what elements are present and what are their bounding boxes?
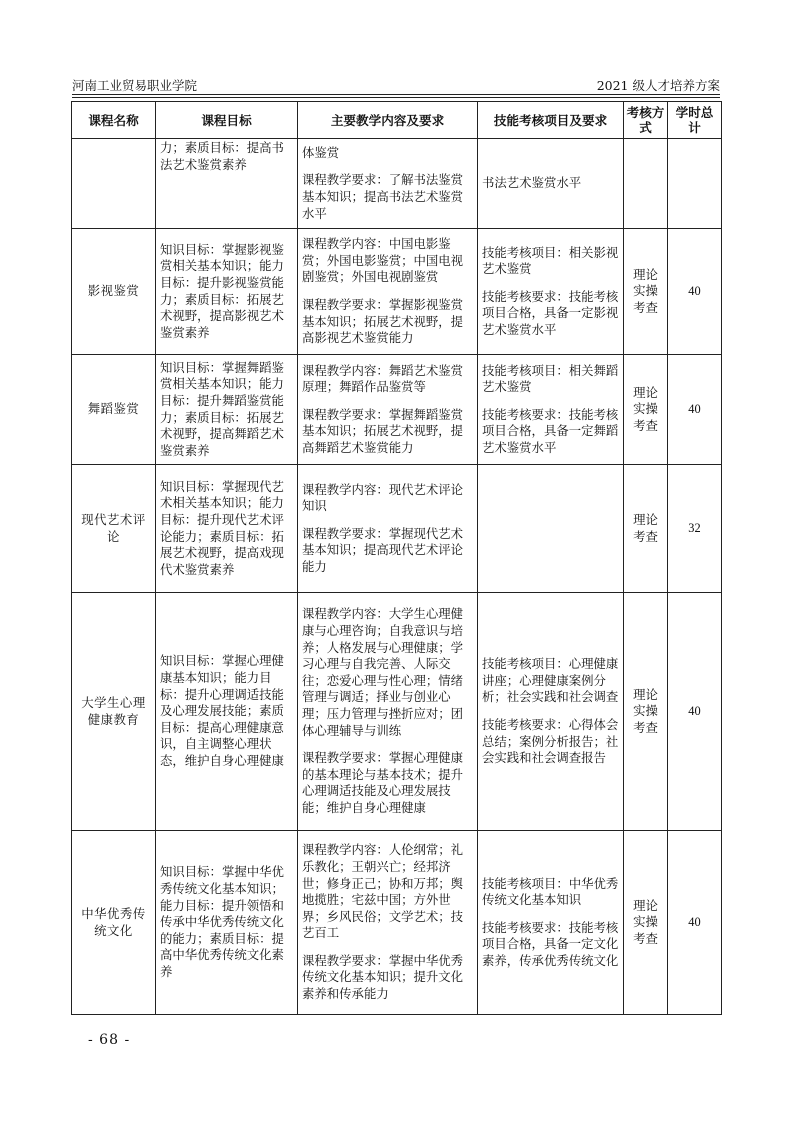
skill-paragraph: 技能考核项目：相关舞蹈艺术鉴赏 — [482, 362, 619, 395]
total-hours: 32 — [668, 465, 722, 593]
skill-paragraph: 技能考核项目：中华优秀传统文化基本知识 — [482, 875, 619, 908]
exam-method — [624, 229, 668, 355]
page-header — [72, 74, 720, 95]
exam-line: 考查 — [633, 528, 658, 544]
course-content — [298, 355, 478, 465]
exam-method — [624, 139, 668, 229]
column-header-hours: 学时总计 — [668, 102, 722, 139]
course-content — [298, 593, 478, 831]
content-paragraph: 课程教学内容：中国电影鉴赏；外国电影鉴赏；中国电视剧鉴赏；外国电视剧鉴赏 — [302, 236, 464, 285]
exam-line: 实操 — [633, 283, 658, 299]
course-goal: 知识目标：掌握中华优秀传统文化基本知识；能力目标：提升领悟和传承中华优秀传统文化的能力；素质目标：提高中华优秀传统文化素养 — [156, 831, 298, 1015]
content-paragraph: 课程教学要求：掌握影视鉴赏基本知识；拓展艺术视野，提高影视艺术鉴赏能力 — [302, 297, 464, 346]
exam-line: 考查 — [633, 299, 658, 315]
exam-line: 考查 — [633, 930, 658, 946]
table-row — [72, 139, 722, 229]
course-skill — [478, 593, 624, 831]
exam-line: 考查 — [633, 719, 658, 735]
course-skill — [478, 465, 624, 593]
column-header-exam: 考核方式 — [624, 102, 668, 139]
course-name: 影视鉴赏 — [72, 229, 156, 355]
document-title: 2021 级人才培养方案 — [596, 78, 720, 93]
content-paragraph: 课程教学内容：人伦纲常；礼乐教化；王朝兴亡；经邦济世；修身正己；协和万邦；舆地揽胜；宅兹中国；方外世界；乡风民俗；文学艺术；技艺百工 — [302, 842, 464, 941]
course-name: 舞蹈鉴赏 — [72, 355, 156, 465]
exam-line: 理论 — [633, 511, 658, 527]
content-paragraph: 课程教学要求：了解书法鉴赏基本知识；提高书法艺术鉴赏水平 — [302, 172, 464, 221]
table-row — [72, 465, 722, 593]
course-skill — [478, 229, 624, 355]
course-name: 中华优秀传统文化 — [72, 831, 156, 1015]
table-header-row — [72, 102, 722, 139]
content-paragraph: 体鉴赏 — [302, 144, 340, 160]
total-hours — [668, 139, 722, 229]
course-content — [298, 831, 478, 1015]
content-paragraph: 课程教学内容：大学生心理健康与心理咨询；自我意识与培养；人格发展与心理健康；学习心理与自我完善、人际交往；恋爱心理与性心理；情绪管理与调适；择业与创业心理；压力管理与挫折应对；团体心理辅导与训练 — [302, 606, 464, 738]
course-content — [298, 229, 478, 355]
skill-paragraph: 技能考核要求：技能考核项目合格，具备一定舞蹈艺术鉴赏水平 — [482, 406, 619, 455]
course-goal: 知识目标：掌握舞蹈鉴赏相关基本知识；能力目标：提升舞蹈鉴赏能力；素质目标：拓展艺术视野，提高舞蹈艺术鉴赏素养 — [156, 355, 298, 465]
school-name: 河南工业贸易职业学院 — [72, 78, 198, 93]
page-number: - 68 - — [88, 1032, 131, 1048]
course-skill — [478, 831, 624, 1015]
course-goal: 知识目标：掌握影视鉴赏相关基本知识；能力目标：提升影视鉴赏能力；素质目标：拓展艺术视野，提高影视艺术鉴赏素养 — [156, 229, 298, 355]
exam-method — [624, 465, 668, 593]
exam-line: 考查 — [633, 417, 658, 433]
course-skill — [478, 139, 624, 229]
course-goal: 知识目标：掌握心理健康基本知识；能力目标：提升心理调适技能及心理发展技能；素质目标：提高心理健康意识，自主调整心理状态，维护自身心理健康 — [156, 593, 298, 831]
skill-paragraph: 技能考核项目：相关影视艺术鉴赏 — [482, 244, 619, 277]
table-row — [72, 355, 722, 465]
table-row — [72, 229, 722, 355]
total-hours: 40 — [668, 593, 722, 831]
exam-line: 理论 — [633, 686, 658, 702]
skill-paragraph: 技能考核要求：技能考核项目合格，具备一定文化素养，传承优秀传统文化 — [482, 919, 619, 968]
total-hours: 40 — [668, 831, 722, 1015]
table-row — [72, 593, 722, 831]
content-paragraph: 课程教学要求：掌握中华优秀传统文化基本知识；提升文化素养和传承能力 — [302, 952, 464, 1002]
course-goal: 知识目标：掌握现代艺术相关基本知识；能力目标：提升现代艺术评论能力；素质目标：拓展艺术视野，提高戏现代术鉴赏素养 — [156, 465, 298, 593]
exam-method — [624, 355, 668, 465]
skill-paragraph: 书法艺术鉴赏水平 — [482, 175, 582, 191]
skill-paragraph: 技能考核项目：心理健康讲座；心理健康案例分析；社会实践和社会调查 — [482, 656, 619, 705]
table-row — [72, 831, 722, 1015]
header-divider — [72, 97, 720, 98]
column-header-skill: 技能考核项目及要求 — [478, 102, 624, 139]
column-header-course-goal: 课程目标 — [156, 102, 298, 139]
exam-line: 理论 — [633, 266, 658, 282]
content-paragraph: 课程教学内容：舞蹈艺术鉴赏原理；舞蹈作品鉴赏等 — [302, 362, 464, 395]
skill-paragraph: 技能考核要求：技能考核项目合格，具备一定影视艺术鉴赏水平 — [482, 288, 619, 337]
exam-line: 理论 — [633, 384, 658, 400]
course-name — [72, 139, 156, 229]
column-header-course-name: 课程名称 — [72, 102, 156, 139]
exam-line: 实操 — [633, 401, 658, 417]
content-paragraph: 课程教学要求：掌握现代艺术基本知识；提高现代艺术评论能力 — [302, 525, 464, 574]
column-header-content: 主要教学内容及要求 — [298, 102, 478, 139]
exam-method — [624, 593, 668, 831]
course-content — [298, 139, 478, 229]
content-paragraph: 课程教学要求：掌握心理健康的基本理论与基本技术；提升心理调适技能及心理发展技能；维护自身心理健康 — [302, 750, 464, 815]
course-table — [71, 101, 722, 1015]
exam-line: 实操 — [633, 914, 658, 930]
content-paragraph: 课程教学内容：现代艺术评论知识 — [302, 481, 464, 514]
exam-line: 理论 — [633, 897, 658, 913]
course-skill — [478, 355, 624, 465]
course-name: 现代艺术评论 — [72, 465, 156, 593]
total-hours: 40 — [668, 355, 722, 465]
course-content — [298, 465, 478, 593]
course-name: 大学生心理健康教育 — [72, 593, 156, 831]
course-goal: 力；素质目标：提高书法艺术鉴赏素养 — [156, 139, 298, 229]
total-hours: 40 — [668, 229, 722, 355]
skill-paragraph: 技能考核要求：心得体会总结；案例分析报告；社会实践和社会调查报告 — [482, 717, 619, 766]
exam-method — [624, 831, 668, 1015]
exam-line: 实操 — [633, 703, 658, 719]
content-paragraph: 课程教学要求：掌握舞蹈鉴赏基本知识；拓展艺术视野，提高舞蹈艺术鉴赏能力 — [302, 406, 464, 455]
